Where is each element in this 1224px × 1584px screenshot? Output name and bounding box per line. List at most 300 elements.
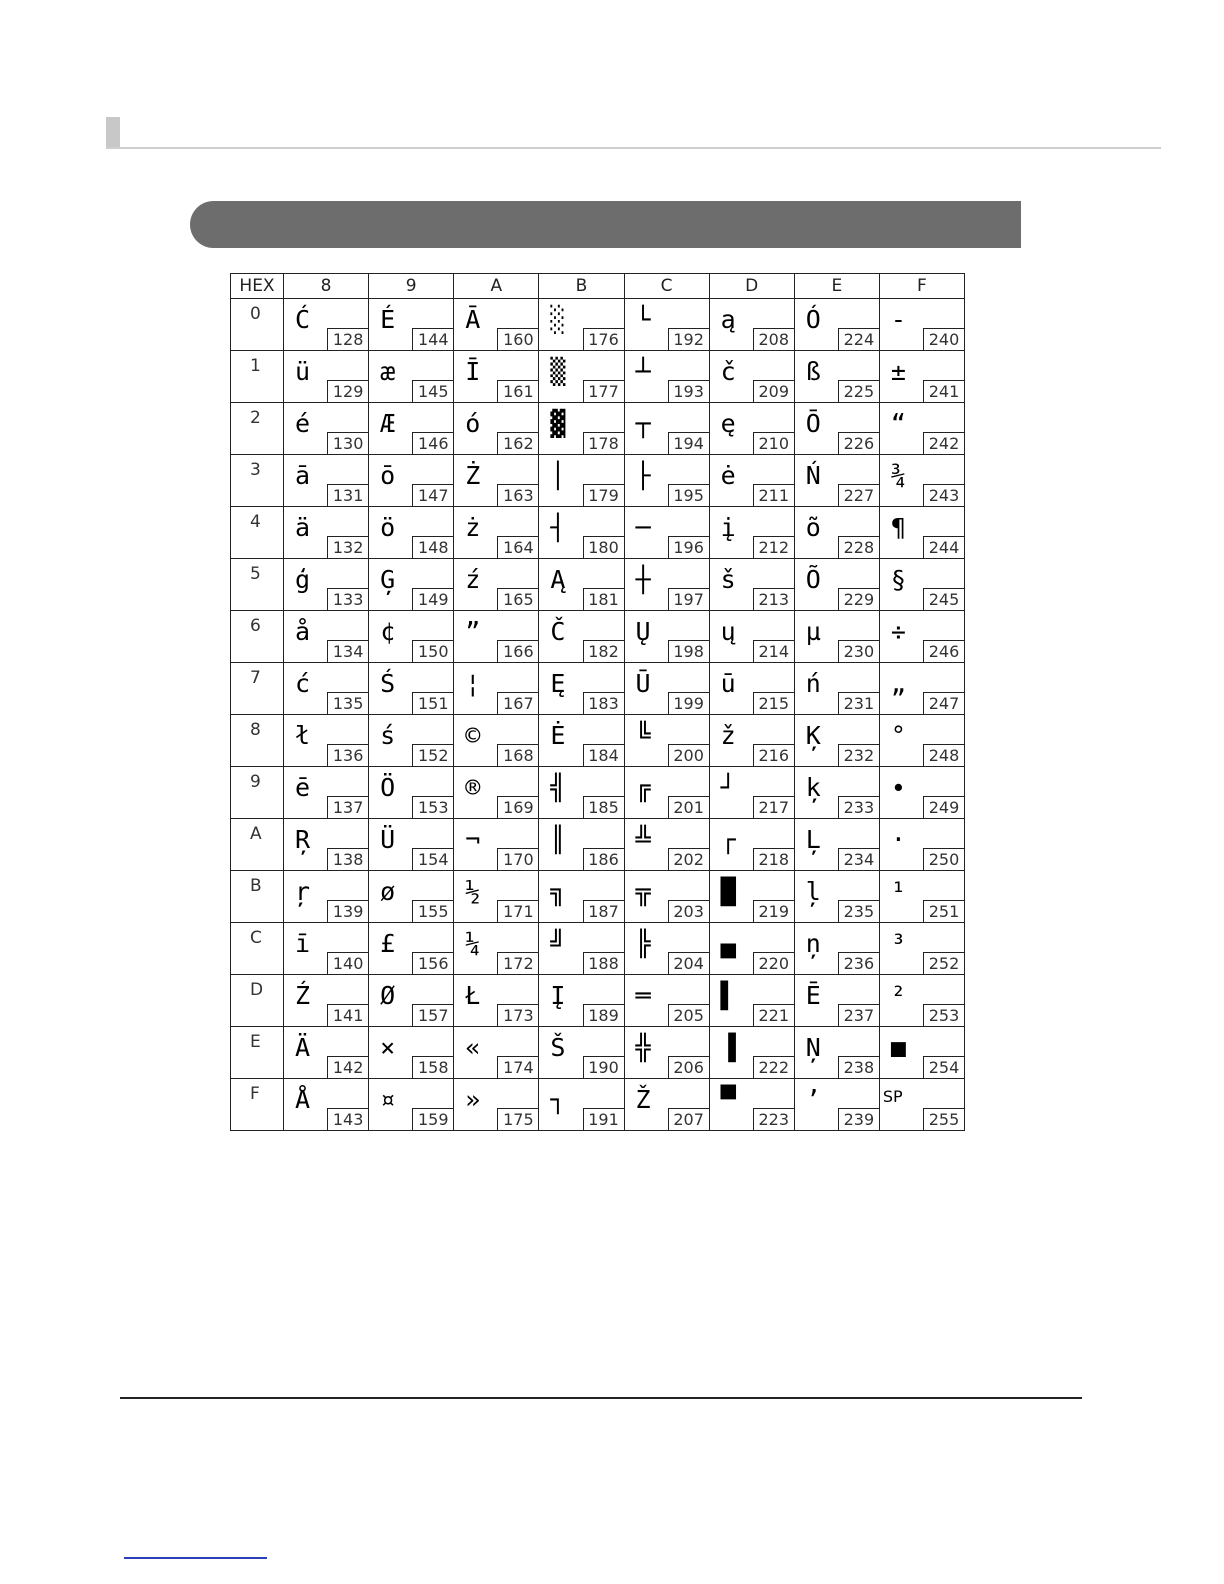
decimal-code: 157 [412,1004,453,1026]
character-glyph: Č [550,617,566,646]
character-glyph: „ [890,669,906,698]
decimal-code: 204 [668,952,709,974]
decimal-code: 172 [497,952,538,974]
character-glyph: Ž [635,1085,651,1114]
decimal-code: 248 [923,744,964,766]
decimal-code: 188 [583,952,624,974]
character-cell [709,507,794,559]
character-cell [369,507,454,559]
character-cell [794,975,879,1027]
row-header [231,299,284,351]
decimal-code: 225 [838,380,879,402]
decimal-code: 191 [583,1108,624,1130]
character-cell [879,871,964,923]
character-glyph: Å [295,1085,311,1114]
decimal-code: 177 [583,380,624,402]
decimal-code: 167 [497,692,538,714]
character-glyph: ▄ [720,929,736,958]
character-glyph: ╔ [635,773,651,802]
row-header-label: 9 [250,772,261,792]
decimal-code: 194 [668,432,709,454]
decimal-code: 231 [838,692,879,714]
character-cell [369,611,454,663]
character-glyph: Ń [805,461,821,490]
character-cell [369,403,454,455]
table-row [231,715,965,767]
character-cell [709,1027,794,1079]
character-cell [539,559,624,611]
column-header: C [624,274,709,299]
character-glyph: Ģ [380,565,396,594]
character-cell [794,923,879,975]
decimal-code: 187 [583,900,624,922]
character-glyph: ▐ [720,1033,736,1062]
character-cell [879,819,964,871]
character-cell [709,663,794,715]
character-cell [284,1079,369,1131]
character-glyph: ╩ [635,825,651,854]
decimal-code: 223 [753,1108,794,1130]
decimal-code: 168 [497,744,538,766]
character-cell [284,507,369,559]
character-glyph: č [720,357,736,386]
decimal-code: 154 [412,848,453,870]
decimal-code: 235 [838,900,879,922]
character-glyph: Ņ [805,1033,821,1062]
decimal-code: 174 [497,1056,538,1078]
character-glyph: æ [380,357,396,386]
decimal-code: 162 [497,432,538,454]
character-glyph: ż [465,513,481,542]
character-glyph: Ö [380,773,396,802]
character-glyph: Ē [805,981,821,1010]
decimal-code: 159 [412,1108,453,1130]
row-header [231,975,284,1027]
character-cell [879,663,964,715]
character-cell [624,611,709,663]
row-header [231,507,284,559]
character-glyph: Ū [635,669,651,698]
decimal-code: 195 [668,484,709,506]
character-glyph: ø [380,877,396,906]
decimal-code: 208 [753,328,794,350]
character-cell [284,663,369,715]
character-cell [539,923,624,975]
character-cell [624,871,709,923]
decimal-code: 213 [753,588,794,610]
character-glyph: ū [720,669,736,698]
decimal-code: 199 [668,692,709,714]
decimal-code: 216 [753,744,794,766]
character-cell [624,1027,709,1079]
character-glyph: ä [295,513,311,542]
character-glyph: ÷ [890,617,906,646]
character-cell [454,299,539,351]
table-row [231,507,965,559]
character-glyph: ’ [805,1085,821,1114]
character-cell [624,1079,709,1131]
character-cell [709,819,794,871]
character-cell [539,299,624,351]
table-row [231,819,965,871]
character-glyph: ■ [890,1033,906,1062]
character-cell [284,455,369,507]
row-header-label: 4 [250,512,261,532]
decimal-code: 219 [753,900,794,922]
decimal-code: 138 [327,848,368,870]
decimal-code: 152 [412,744,453,766]
decimal-code: 245 [923,588,964,610]
decimal-code: 220 [753,952,794,974]
character-glyph: ╝ [550,929,566,958]
decimal-code: 224 [838,328,879,350]
character-cell [539,715,624,767]
character-glyph: ┬ [635,409,651,438]
decimal-code: 234 [838,848,879,870]
character-cell [624,767,709,819]
character-glyph: Ī [465,357,481,386]
character-glyph: ü [295,357,311,386]
row-header-label: F [250,1084,260,1104]
character-cell [284,715,369,767]
decimal-code: 135 [327,692,368,714]
decimal-code: 207 [668,1108,709,1130]
decimal-code: 230 [838,640,879,662]
character-glyph: š [720,565,736,594]
decimal-code: 209 [753,380,794,402]
row-header-label: E [250,1032,261,1052]
character-glyph: Ķ [805,721,821,750]
character-glyph: Ō [805,409,821,438]
decimal-code: 232 [838,744,879,766]
character-glyph: § [890,565,906,594]
decimal-code: 244 [923,536,964,558]
decimal-code: 149 [412,588,453,610]
character-glyph: « [465,1033,481,1062]
decimal-code: 255 [923,1108,964,1130]
character-glyph: ¤ [380,1085,396,1114]
character-cell [454,611,539,663]
character-cell [284,299,369,351]
decimal-code: 155 [412,900,453,922]
character-cell [369,455,454,507]
character-glyph: Ź [295,981,311,1010]
character-cell [794,715,879,767]
character-glyph: Ł [465,981,481,1010]
row-header-label: 3 [250,460,261,480]
character-cell [284,403,369,455]
decimal-code: 197 [668,588,709,610]
character-cell [454,975,539,1027]
character-cell [709,351,794,403]
character-glyph: Ø [380,981,396,1010]
character-cell [369,351,454,403]
decimal-code: 214 [753,640,794,662]
character-glyph: ¹ [890,877,906,906]
decimal-code: 253 [923,1004,964,1026]
character-glyph: ┴ [635,357,651,386]
row-header [231,559,284,611]
character-cell [624,819,709,871]
character-glyph: ę [720,409,736,438]
character-glyph: ═ [635,981,651,1010]
character-cell [879,559,964,611]
character-glyph: Ü [380,825,396,854]
decimal-code: 217 [753,796,794,818]
row-header [231,663,284,715]
character-glyph: ŗ [295,877,311,906]
character-cell [624,507,709,559]
character-cell [709,299,794,351]
section-title-bar [190,201,1021,248]
decimal-code: 132 [327,536,368,558]
character-glyph: Ó [805,305,821,334]
character-cell [454,923,539,975]
character-cell [624,455,709,507]
character-cell [624,559,709,611]
character-glyph: µ [805,617,821,646]
character-cell [879,403,964,455]
character-cell [624,663,709,715]
character-glyph: ╦ [635,877,651,906]
character-cell [709,611,794,663]
decimal-code: 148 [412,536,453,558]
decimal-code: 153 [412,796,453,818]
table-row [231,1079,965,1131]
character-cell [539,663,624,715]
decimal-code: 158 [412,1056,453,1078]
decimal-code: 173 [497,1004,538,1026]
table-row [231,975,965,1027]
column-header: B [539,274,624,299]
character-cell [879,975,964,1027]
character-cell [709,715,794,767]
decimal-code: 182 [583,640,624,662]
decimal-code: 227 [838,484,879,506]
character-glyph: Ā [465,305,481,334]
character-cell [794,611,879,663]
decimal-code: 185 [583,796,624,818]
character-glyph: ō [380,461,396,490]
character-glyph: ń [805,669,821,698]
hex-corner-header: HEX [231,274,284,299]
character-glyph: SP [882,1087,903,1106]
decimal-code: 246 [923,640,964,662]
character-glyph: ł [295,721,311,750]
character-glyph: - [890,305,906,334]
character-glyph: Ą [550,565,566,594]
decimal-code: 136 [327,744,368,766]
character-glyph: Ļ [805,825,821,854]
decimal-code: 181 [583,588,624,610]
row-header [231,819,284,871]
table-row [231,351,965,403]
character-glyph: ▒ [550,357,566,386]
column-header: D [709,274,794,299]
character-glyph: Æ [380,409,396,438]
character-glyph: ╣ [550,773,566,802]
character-cell [454,507,539,559]
decimal-code: 151 [412,692,453,714]
row-header-label: D [250,980,264,1000]
character-glyph: ╠ [635,929,651,958]
character-cell [794,351,879,403]
decimal-code: 145 [412,380,453,402]
table-row [231,611,965,663]
character-cell [794,1079,879,1131]
decimal-code: 218 [753,848,794,870]
character-glyph: Š [550,1033,566,1062]
table-row [231,403,965,455]
character-glyph: ė [720,461,736,490]
character-glyph: ą [720,305,736,334]
decimal-code: 134 [327,640,368,662]
character-glyph: ½ [465,877,481,906]
decimal-code: 156 [412,952,453,974]
column-header: A [454,274,539,299]
decimal-code: 206 [668,1056,709,1078]
character-glyph: ” [465,617,481,646]
decimal-code: 137 [327,796,368,818]
footer-rule [120,1397,1082,1399]
character-cell [794,1027,879,1079]
character-glyph: ž [720,721,736,750]
character-glyph: Ę [550,669,566,698]
footer-link-underline [124,1557,267,1559]
character-glyph: ± [890,357,906,386]
character-cell [539,1027,624,1079]
row-header-label: 7 [250,668,261,688]
character-cell [794,403,879,455]
header-accent-block [106,117,120,147]
character-cell [539,455,624,507]
decimal-code: 142 [327,1056,368,1078]
character-cell [284,351,369,403]
decimal-code: 166 [497,640,538,662]
character-cell [879,455,964,507]
decimal-code: 164 [497,536,538,558]
character-cell [539,403,624,455]
decimal-code: 139 [327,900,368,922]
character-glyph: █ [720,877,736,906]
column-header: 9 [369,274,454,299]
decimal-code: 160 [497,328,538,350]
decimal-code: 254 [923,1056,964,1078]
character-cell [454,403,539,455]
decimal-code: 249 [923,796,964,818]
character-glyph: £ [380,929,396,958]
character-glyph: Ż [465,461,481,490]
decimal-code: 170 [497,848,538,870]
character-cell [539,611,624,663]
decimal-code: 215 [753,692,794,714]
character-glyph: é [295,409,311,438]
character-cell [709,1079,794,1131]
character-glyph: ▌ [720,981,736,1010]
decimal-code: 238 [838,1056,879,1078]
row-header-label: A [250,824,262,844]
character-cell [794,767,879,819]
character-cell [709,871,794,923]
character-glyph: ų [720,617,736,646]
character-glyph: · [890,825,906,854]
character-cell [794,559,879,611]
decimal-code: 189 [583,1004,624,1026]
character-cell [709,455,794,507]
character-glyph: ķ [805,773,821,802]
decimal-code: 250 [923,848,964,870]
character-cell [539,819,624,871]
row-header-label: 0 [250,304,261,324]
character-glyph: “ [890,409,906,438]
character-glyph: ¢ [380,617,396,646]
character-glyph: ś [380,721,396,750]
decimal-code: 233 [838,796,879,818]
decimal-code: 186 [583,848,624,870]
character-glyph: ³ [890,929,906,958]
character-glyph: Ų [635,617,651,646]
decimal-code: 198 [668,640,709,662]
character-cell [454,715,539,767]
column-header-row [231,274,965,299]
character-cell [454,767,539,819]
character-glyph: ├ [635,461,651,490]
decimal-code: 146 [412,432,453,454]
character-cell [539,1079,624,1131]
character-glyph: Ė [550,721,566,750]
row-header [231,871,284,923]
row-header [231,715,284,767]
character-cell [624,715,709,767]
character-glyph: ® [465,773,481,802]
character-glyph: ¾ [890,461,906,490]
character-glyph: ī [295,929,311,958]
decimal-code: 150 [412,640,453,662]
row-header-label: 8 [250,720,261,740]
code-page-table [230,273,965,1131]
character-cell [879,715,964,767]
decimal-code: 183 [583,692,624,714]
character-glyph: │ [550,461,566,490]
character-cell [624,975,709,1027]
table-row [231,923,965,975]
decimal-code: 236 [838,952,879,974]
character-glyph: └ [635,305,651,334]
column-header: E [794,274,879,299]
row-header-label: 6 [250,616,261,636]
character-glyph: ┤ [550,513,566,542]
character-cell [539,871,624,923]
character-glyph: Ä [295,1033,311,1062]
character-glyph: ² [890,981,906,1010]
decimal-code: 171 [497,900,538,922]
character-glyph: õ [805,513,821,542]
table-row [231,559,965,611]
character-cell [879,767,964,819]
character-cell [284,871,369,923]
character-glyph: ° [890,721,906,750]
character-glyph: ╚ [635,721,651,750]
character-glyph: » [465,1085,481,1114]
decimal-code: 202 [668,848,709,870]
character-cell [794,299,879,351]
character-cell [624,923,709,975]
character-cell [879,1027,964,1079]
decimal-code: 237 [838,1004,879,1026]
decimal-code: 196 [668,536,709,558]
character-cell [709,767,794,819]
character-cell [369,1079,454,1131]
